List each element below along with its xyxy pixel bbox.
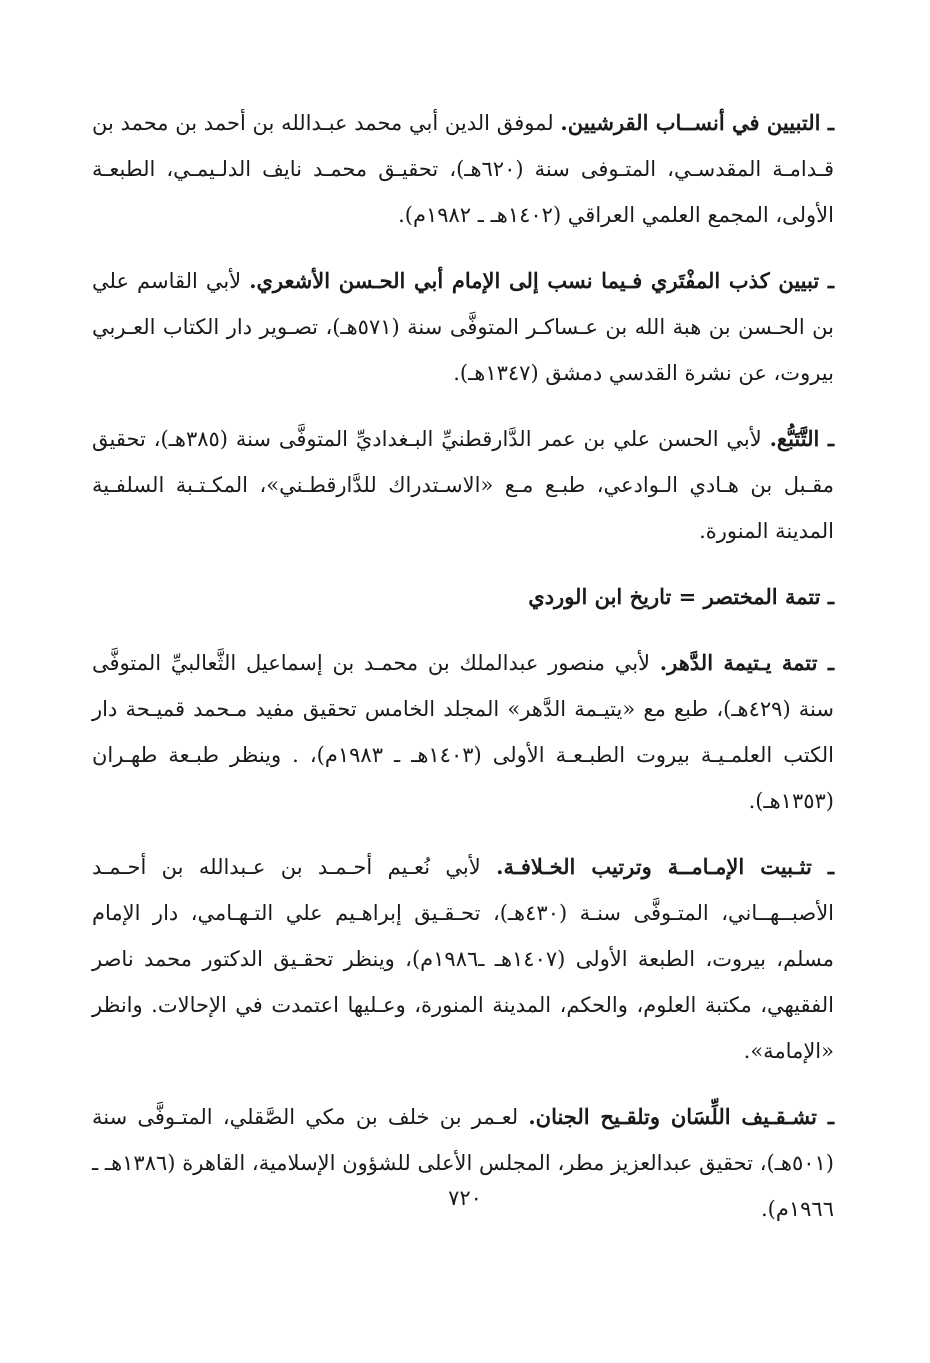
entry-body: لأبي القاسم علي بن الحـسن بن هبة الله بن عـساكـر المتوفَّى سنة (٥٧١هـ)، تصـوير دار الكتاب العـربي بيروت، عن نشرة القدسي دمشق (١٣٤٧هـ). xyxy=(92,269,835,385)
entry-body: لأبي نُعـيم أحـمـد بن عـبدالله بن أحـمـد الأصبــهــاني، المتـوفَّى سنـة (٤٣٠هـ)، تحـقـيق إبراهـيم علي التـهـامي، دار الإمام مسلم، بيروت، الطبعة الأولى (١٤٠٧هـ ـ١٩٨٦م)، وينظر تحقـيق الدكتور محمد ناصر الفقيهي، مكتبة العلوم، والحكم، المدينة المنورة، وعـليها اعتمدت في الإحالات. وانظر «الإمامة». xyxy=(92,855,834,1063)
entry-title: ـ التبيين في أنســاب القرشيين. xyxy=(560,110,834,135)
entry-title: ـ تشـقـيف اللِّسَان وتلقـيح الجنان. xyxy=(528,1104,834,1129)
bibliography-entry-7 xyxy=(92,1094,834,1232)
entry-title: ـ تتمة المختصر = تاريخ ابن الوردي xyxy=(528,584,834,609)
bibliography-entry-6 xyxy=(92,844,834,1074)
bibliography-entry-5 xyxy=(92,640,834,824)
entry-title: ـ تثـبيت الإمـامــة وترتيب الخـلافـة. xyxy=(496,854,834,879)
entry-body: لأبي الحسن علي بن عمر الدَّارقطنيِّ البـغداديِّ المتوفَّى سنة (٣٨٥هـ)، تحقيق مقـبل بن هـادي الـوادعي، طبـع مـع «الاسـتدراك للدَّارقطـني»، المكـتـبة السلفـية المدينة المنورة. xyxy=(92,427,834,543)
entry-body: لموفق الدين أبي محمد عبـدالله بن أحمد بن محمد بن قـدامـة المقدسـي، المتـوفى سنة (٦٢٠هـ)، تحقيـق محمـد نايف الدلـيمـي، الطبعـة الأولى، المجمع العلمي العراقي (١٤٠٢هـ ـ ١٩٨٢م). xyxy=(92,111,834,227)
entry-title: ـ تتمة يـتيمة الدَّهر. xyxy=(659,650,834,675)
entry-title: ـ تبيين كذب المفْتَري فـيما نسب إلى الإمام أبي الحـسن الأشعري. xyxy=(249,268,834,293)
entry-body: لعـمر بن خلف بن مكي الصَّقلي، المتـوفَّى سنة (٥٠١هـ)، تحقيق عبدالعزيز مطر، المجلس الأعلى للشؤون الإسلامية، القاهرة (١٣٨٦هـ ـ ١٩٦٦م). xyxy=(92,1105,834,1221)
bibliography-entry-2 xyxy=(92,258,834,396)
bibliography-entry-3 xyxy=(92,416,834,554)
entry-body: لأبي منصور عبدالملك بن محمـد بن إسماعيل الثَّعالبيِّ المتوفَّى سنة (٤٢٩هـ)، طبع مع «يتيـمة الدَّهر» المجلد الخامس تحقيق مفيد مـحمد قميـحة دار الكتب العلمـيـة بيروت الطبـعـة الأولى (١٤٠٣هـ ـ ١٩٨٣م)، . وينظر طبـعة طهـران (١٣٥٣هـ). xyxy=(92,651,834,813)
bibliography-entry-4 xyxy=(92,574,834,620)
bibliography-page xyxy=(92,100,834,1252)
page-number: ٧٢٠ xyxy=(448,1186,482,1210)
entry-title: ـ التَّتَبُّع. xyxy=(769,426,834,451)
bibliography-entry-1 xyxy=(92,100,834,238)
